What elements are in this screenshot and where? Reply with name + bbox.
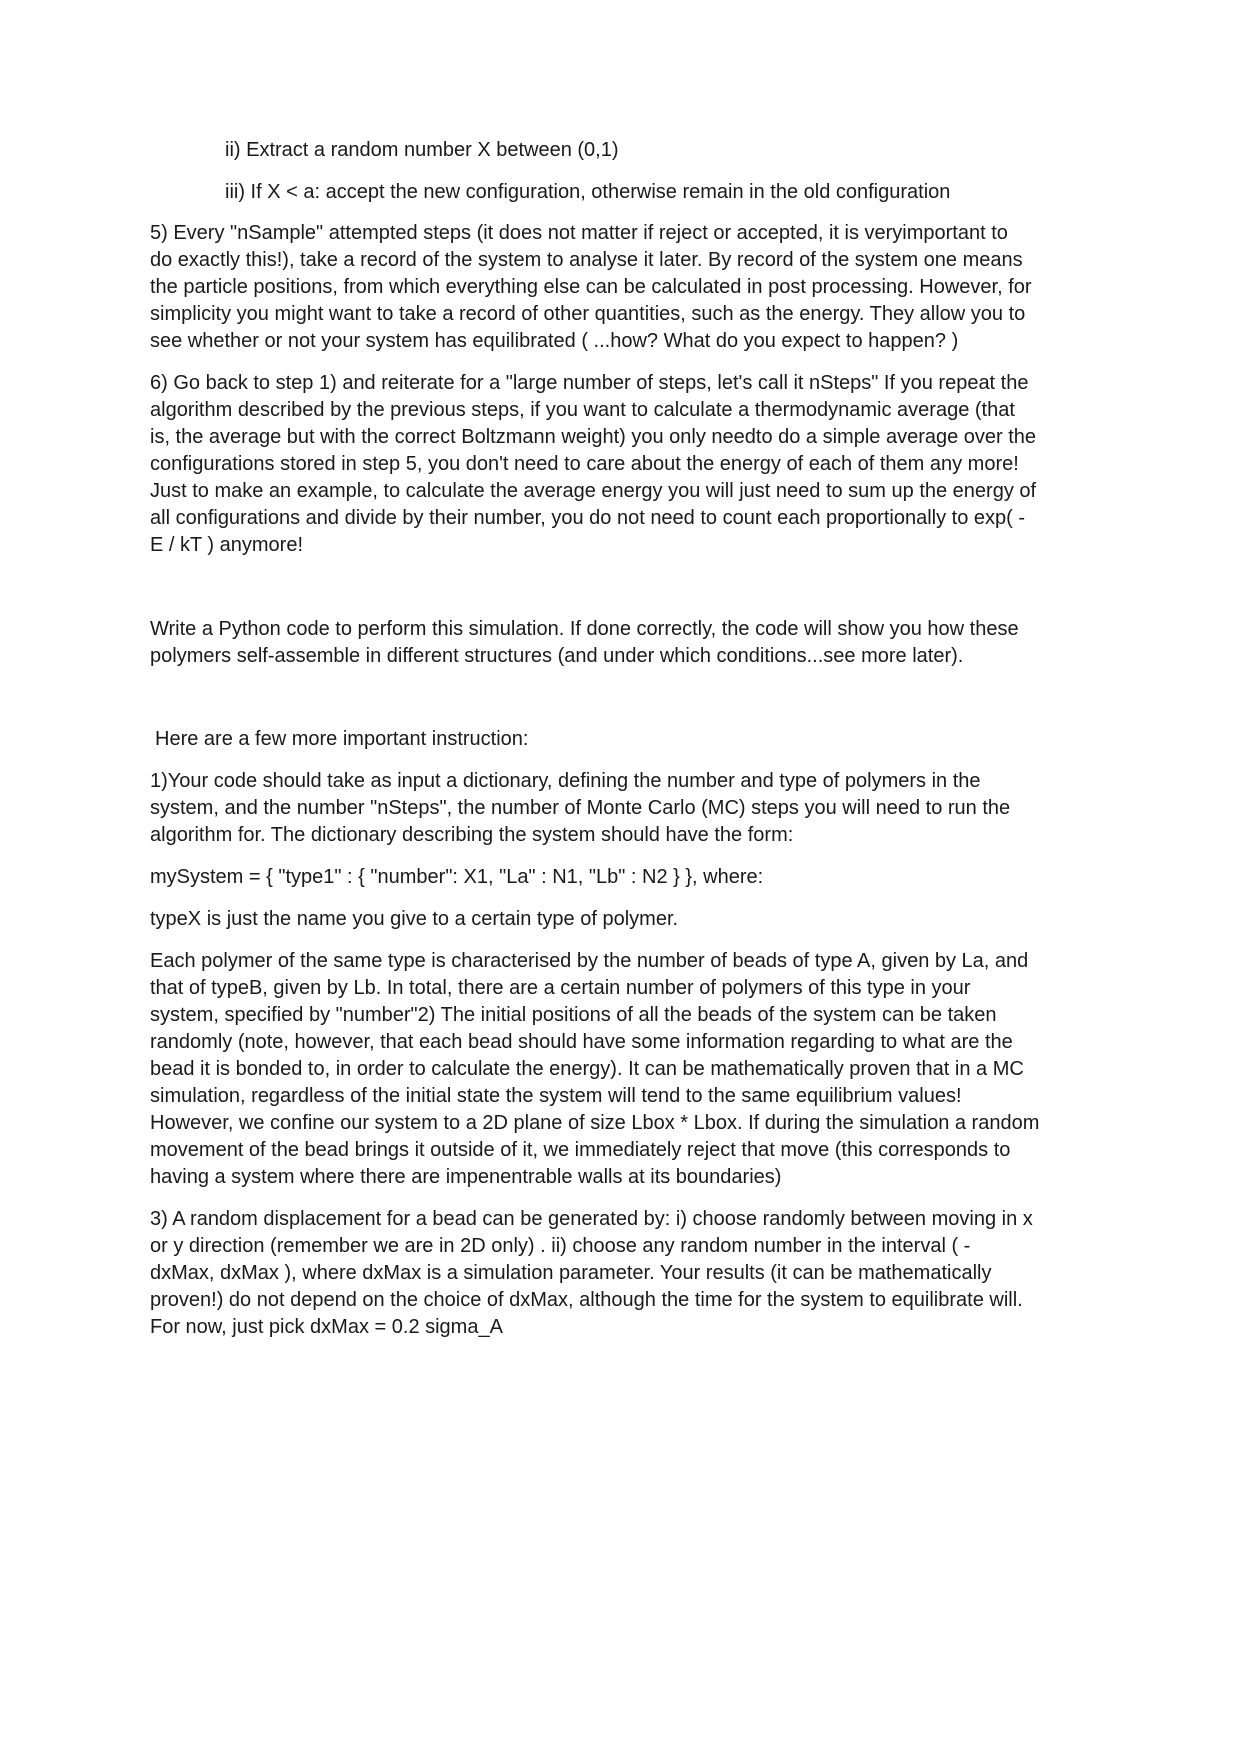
mysystem-definition: mySystem = { "type1" : { "number": X1, "La" : N1, "Lb" : N2 } }, where: bbox=[150, 866, 764, 888]
text-line: dxMax, dxMax ), where dxMax is a simulation parameter. Your results (it can be mathematically bbox=[150, 1262, 992, 1284]
text-line: all configurations and divide by their number, you do not need to count each proportionally to exp( - bbox=[150, 507, 1025, 529]
text-line: bead it is bonded to, in order to calculate the energy). It can be mathematically proven that in a MC bbox=[150, 1058, 1024, 1080]
substep-ii: ii) Extract a random number X between (0,1) bbox=[225, 139, 619, 161]
text-line: algorithm described by the previous steps, if you want to calculate a thermodynamic average (that bbox=[150, 399, 1015, 421]
text-line: Just to make an example, to calculate the average energy you will just need to sum up the energy of bbox=[150, 480, 1037, 502]
text-line: 5) Every "nSample" attempted steps (it does not matter if reject or accepted, it is veryimportant to bbox=[150, 222, 1008, 244]
text-line: having a system where there are impenentrable walls at its boundaries) bbox=[150, 1166, 782, 1188]
substep-iii: iii) If X < a: accept the new configuration, otherwise remain in the old configuration bbox=[225, 181, 951, 203]
text-line: configurations stored in step 5, you don't need to care about the energy of each of them any more! bbox=[150, 453, 1019, 475]
text-line: 6) Go back to step 1) and reiterate for a "large number of steps, let's call it nSteps" If you repeat the bbox=[150, 372, 1029, 394]
text-line: simplicity you might want to take a record of other quantities, such as the energy. They allow you to bbox=[150, 303, 1026, 325]
text-line: or y direction (remember we are in 2D only) . ii) choose any random number in the interval ( - bbox=[150, 1235, 971, 1257]
text-line: that of typeB, given by Lb. In total, there are a certain number of polymers of this type in your bbox=[150, 977, 971, 999]
text-line: randomly (note, however, that each bead should have some information regarding to what are the bbox=[150, 1031, 1013, 1053]
text-line: Each polymer of the same type is characterised by the number of beads of type A, given by La, and bbox=[150, 950, 1029, 972]
text-line: system, specified by "number"2) The initial positions of all the beads of the system can be taken bbox=[150, 1004, 997, 1026]
text-line: E / kT ) anymore! bbox=[150, 534, 304, 556]
text-line: do exactly this!), take a record of the system to analyse it later. By record of the system one means bbox=[150, 249, 1023, 271]
text-line: proven!) do not depend on the choice of dxMax, although the time for the system to equilibrate will. bbox=[150, 1289, 1023, 1311]
text-line: Write a Python code to perform this simulation. If done correctly, the code will show you how these bbox=[150, 618, 1019, 640]
text-line: 3) A random displacement for a bead can be generated by: i) choose randomly between moving in x bbox=[150, 1208, 1033, 1230]
text-line: polymers self-assemble in different structures (and under which conditions...see more later). bbox=[150, 645, 964, 667]
text-line: simulation, regardless of the initial state the system will tend to the same equilibrium values! bbox=[150, 1085, 962, 1107]
text-line: see whether or not your system has equilibrated ( ...how? What do you expect to happen? ) bbox=[150, 330, 959, 352]
text-line: is, the average but with the correct Boltzmann weight) you only needto do a simple average over the bbox=[150, 426, 1037, 448]
text-line: movement of the bead brings it outside of it, we immediately reject that move (this corresponds to bbox=[150, 1139, 1011, 1161]
text-line: However, we confine our system to a 2D plane of size Lbox * Lbox. If during the simulation a random bbox=[150, 1112, 1040, 1134]
instructions-heading: Here are a few more important instruction: bbox=[155, 728, 529, 750]
text-line: algorithm for. The dictionary describing the system should have the form: bbox=[150, 824, 794, 846]
typex-definition: typeX is just the name you give to a certain type of polymer. bbox=[150, 908, 679, 930]
text-line: For now, just pick dxMax = 0.2 sigma_A bbox=[150, 1316, 503, 1338]
text-line: system, and the number "nSteps", the number of Monte Carlo (MC) steps you will need to run the bbox=[150, 797, 1011, 819]
text-line: 1)Your code should take as input a dictionary, defining the number and type of polymers in the bbox=[150, 770, 981, 792]
text-line: the particle positions, from which everything else can be calculated in post processing. However, for bbox=[150, 276, 1032, 298]
